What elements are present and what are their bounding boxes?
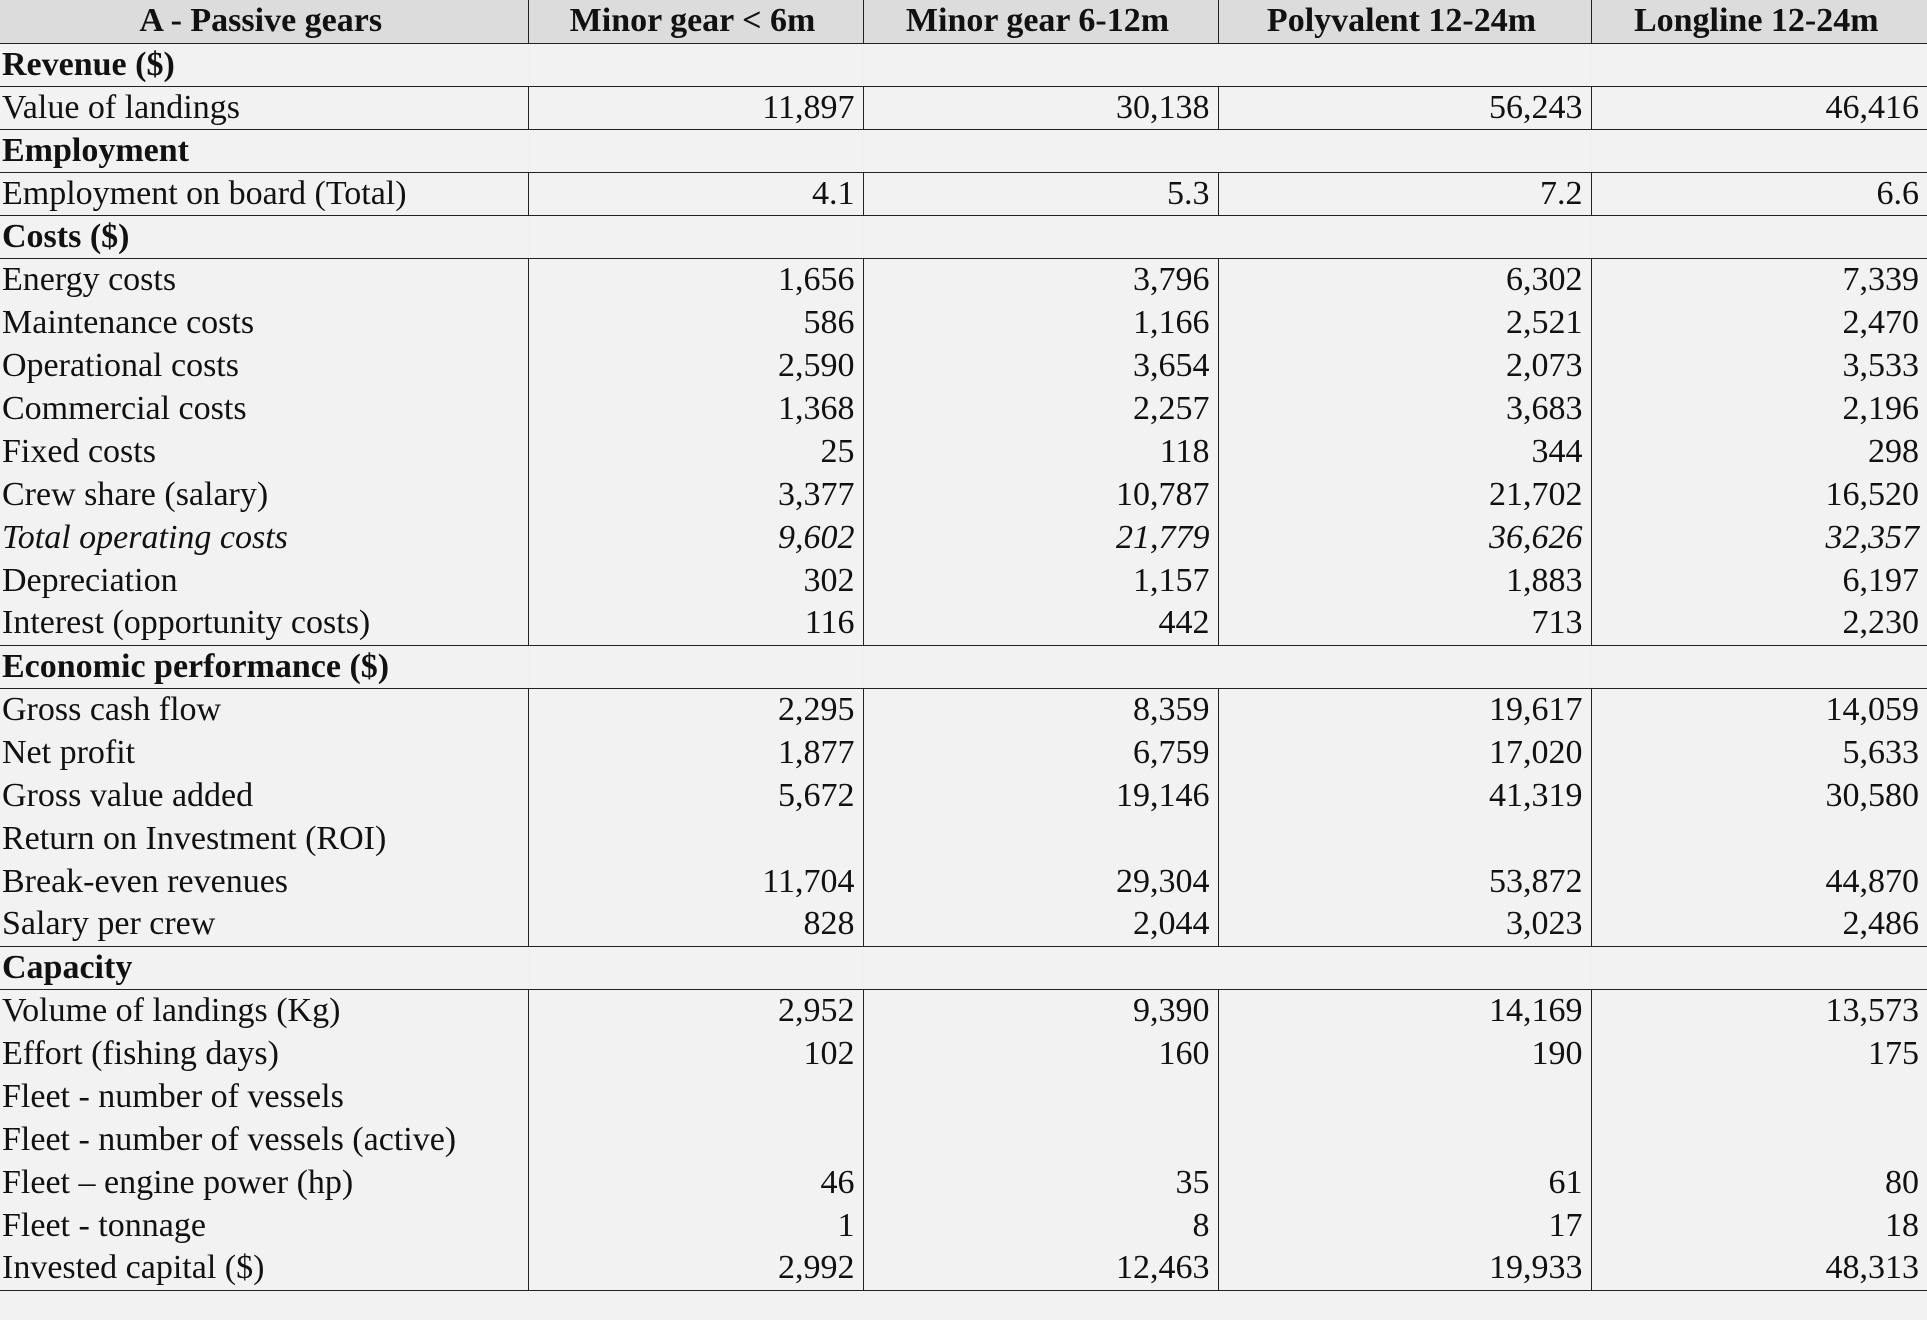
value-cell: 5,672 [528,774,863,817]
value-cell: 2,295 [528,688,863,731]
table-row [0,989,1927,1032]
value-cell: 17,020 [1218,731,1591,774]
value-cell: 14,169 [1218,989,1591,1032]
value-cell: 30,580 [1591,774,1927,817]
header-cell-polyvalent-12-24m: Polyvalent 12-24m [1218,0,1591,43]
value-cell: 9,390 [863,989,1218,1032]
value-cell: 12,463 [863,1247,1218,1290]
header-cell-category: A - Passive gears [0,0,528,43]
value-cell: 10,787 [863,473,1218,516]
value-cell: 1,157 [863,559,1218,602]
table-row [0,86,1927,129]
row-label: Fleet - tonnage [2,1206,206,1244]
value-cell: 586 [528,301,863,344]
value-cell: 118 [863,430,1218,473]
table-row [0,602,1927,645]
section-empty-cell [1218,43,1591,86]
table-row [0,1161,1927,1204]
section-empty-cell [1591,645,1927,688]
row-label: Interest (opportunity costs) [0,602,528,645]
row-label: Gross value added [2,776,254,814]
value-cell: 6,759 [863,731,1218,774]
value-cell: 46,416 [1591,86,1927,129]
value-cell: 2,044 [863,903,1218,946]
value-cell: 25 [528,430,863,473]
section-header-row [0,215,1927,258]
section-empty-cell [1591,215,1927,258]
row-label: Maintenance costs [2,303,255,341]
table-row [0,1032,1927,1075]
section-header-row [0,645,1927,688]
value-cell: 2,196 [1591,387,1927,430]
value-cell: 5,633 [1591,731,1927,774]
value-cell: 6.6 [1591,172,1927,215]
value-cell: 160 [863,1032,1218,1075]
value-cell: 1,656 [528,258,863,301]
row-label: Energy costs [2,260,177,298]
table-row [0,258,1927,301]
table-row [0,1204,1927,1247]
section-title: Costs ($) [0,215,528,258]
value-cell: 41,319 [1218,774,1591,817]
table-row [0,1075,1927,1118]
value-cell: 21,702 [1218,473,1591,516]
value-cell: 53,872 [1218,860,1591,903]
header-cell-minor-gear-under-6m: Minor gear < 6m [528,0,863,43]
section-empty-cell [528,215,863,258]
value-cell: 2,992 [528,1247,863,1290]
value-cell: 2,590 [528,344,863,387]
value-cell: 2,952 [528,989,863,1032]
value-cell: 32,357 [1591,516,1927,559]
value-cell [1591,817,1927,860]
value-cell [863,817,1218,860]
value-cell: 302 [528,559,863,602]
row-label: Employment on board (Total) [0,172,528,215]
section-empty-cell [528,946,863,989]
header-cell-longline-12-24m: Longline 12-24m [1591,0,1927,43]
value-cell [528,817,863,860]
value-cell: 828 [528,903,863,946]
table-row [0,344,1927,387]
value-cell: 16,520 [1591,473,1927,516]
value-cell: 36,626 [1218,516,1591,559]
value-cell: 2,257 [863,387,1218,430]
value-cell: 2,230 [1591,602,1927,645]
table-row [0,860,1927,903]
value-cell: 2,470 [1591,301,1927,344]
row-label: Fixed costs [2,432,156,470]
value-cell: 2,486 [1591,903,1927,946]
row-label: Effort (fishing days) [2,1034,279,1072]
section-header-row [0,129,1927,172]
row-label: Fleet – engine power (hp) [2,1163,354,1201]
value-cell: 102 [528,1032,863,1075]
table-row [0,172,1927,215]
value-cell: 6,197 [1591,559,1927,602]
row-label: Gross cash flow [2,690,222,728]
section-empty-cell [528,645,863,688]
value-cell: 344 [1218,430,1591,473]
section-title: Employment [0,129,528,172]
section-empty-cell [863,645,1218,688]
value-cell: 48,313 [1591,1247,1927,1290]
row-label: Net profit [2,733,136,771]
value-cell [1218,1075,1591,1118]
value-cell: 13,573 [1591,989,1927,1032]
value-cell: 35 [863,1161,1218,1204]
row-label: Total operating costs [2,518,288,556]
value-cell: 3,023 [1218,903,1591,946]
table-row [0,817,1927,860]
value-cell: 3,654 [863,344,1218,387]
value-cell: 11,704 [528,860,863,903]
section-empty-cell [528,43,863,86]
table-row [0,387,1927,430]
value-cell [1591,1118,1927,1161]
value-cell [1218,817,1591,860]
table-header [0,0,1927,43]
value-cell [863,1075,1218,1118]
value-cell: 3,796 [863,258,1218,301]
section-empty-cell [863,946,1218,989]
value-cell: 190 [1218,1032,1591,1075]
section-empty-cell [1591,129,1927,172]
value-cell: 19,617 [1218,688,1591,731]
row-label: Fleet - number of vessels [2,1077,344,1115]
section-empty-cell [863,43,1218,86]
value-cell: 19,933 [1218,1247,1591,1290]
value-cell: 1,368 [528,387,863,430]
section-empty-cell [1218,645,1591,688]
value-cell: 14,059 [1591,688,1927,731]
value-cell: 8 [863,1204,1218,1247]
section-title: Revenue ($) [0,43,528,86]
table-row [0,473,1927,516]
table-row [0,1247,1927,1290]
table-row [0,430,1927,473]
row-label: Fleet - number of vessels (active) [2,1120,457,1158]
row-label: Invested capital ($) [0,1247,528,1290]
row-label: Crew share (salary) [2,475,269,513]
value-cell: 11,897 [528,86,863,129]
value-cell: 3,683 [1218,387,1591,430]
section-empty-cell [1218,129,1591,172]
value-cell: 21,779 [863,516,1218,559]
value-cell [1591,1075,1927,1118]
value-cell [528,1075,863,1118]
table-row [0,731,1927,774]
value-cell: 19,146 [863,774,1218,817]
value-cell: 3,533 [1591,344,1927,387]
value-cell [863,1118,1218,1161]
section-empty-cell [1218,946,1591,989]
section-empty-cell [1591,43,1927,86]
value-cell: 46 [528,1161,863,1204]
value-cell: 713 [1218,602,1591,645]
header-cell-minor-gear-6-12m: Minor gear 6-12m [863,0,1218,43]
value-cell: 18 [1591,1204,1927,1247]
value-cell: 17 [1218,1204,1591,1247]
value-cell: 8,359 [863,688,1218,731]
section-empty-cell [863,129,1218,172]
section-title: Capacity [0,946,528,989]
table-row [0,688,1927,731]
section-empty-cell [528,129,863,172]
row-label: Depreciation [2,561,178,599]
row-label: Value of landings [0,86,528,129]
row-label: Commercial costs [2,389,247,427]
value-cell: 1 [528,1204,863,1247]
value-cell: 56,243 [1218,86,1591,129]
value-cell: 5.3 [863,172,1218,215]
table-row [0,903,1927,946]
value-cell [528,1118,863,1161]
section-empty-cell [1218,215,1591,258]
section-title: Economic performance ($) [0,645,528,688]
value-cell: 1,883 [1218,559,1591,602]
value-cell: 44,870 [1591,860,1927,903]
value-cell: 7.2 [1218,172,1591,215]
value-cell: 2,521 [1218,301,1591,344]
value-cell [1218,1118,1591,1161]
section-empty-cell [863,215,1218,258]
value-cell: 7,339 [1591,258,1927,301]
section-header-row [0,43,1927,86]
table-row [0,559,1927,602]
row-label: Break-even revenues [2,862,289,900]
value-cell: 2,073 [1218,344,1591,387]
value-cell: 4.1 [528,172,863,215]
table-row [0,301,1927,344]
value-cell: 116 [528,602,863,645]
row-label: Operational costs [2,346,239,384]
value-cell: 9,602 [528,516,863,559]
value-cell: 29,304 [863,860,1218,903]
section-header-row [0,946,1927,989]
value-cell: 30,138 [863,86,1218,129]
value-cell: 80 [1591,1161,1927,1204]
value-cell: 6,302 [1218,258,1591,301]
row-label: Return on Investment (ROI) [2,819,387,857]
value-cell: 442 [863,602,1218,645]
value-cell: 1,877 [528,731,863,774]
row-label: Volume of landings (Kg) [2,991,341,1029]
section-empty-cell [1591,946,1927,989]
table-row [0,516,1927,559]
value-cell: 1,166 [863,301,1218,344]
value-cell: 175 [1591,1032,1927,1075]
value-cell: 298 [1591,430,1927,473]
value-cell: 61 [1218,1161,1591,1204]
table-body [0,43,1927,1290]
table-row [0,1118,1927,1161]
value-cell: 3,377 [528,473,863,516]
table-row [0,774,1927,817]
row-label: Salary per crew [0,903,528,946]
